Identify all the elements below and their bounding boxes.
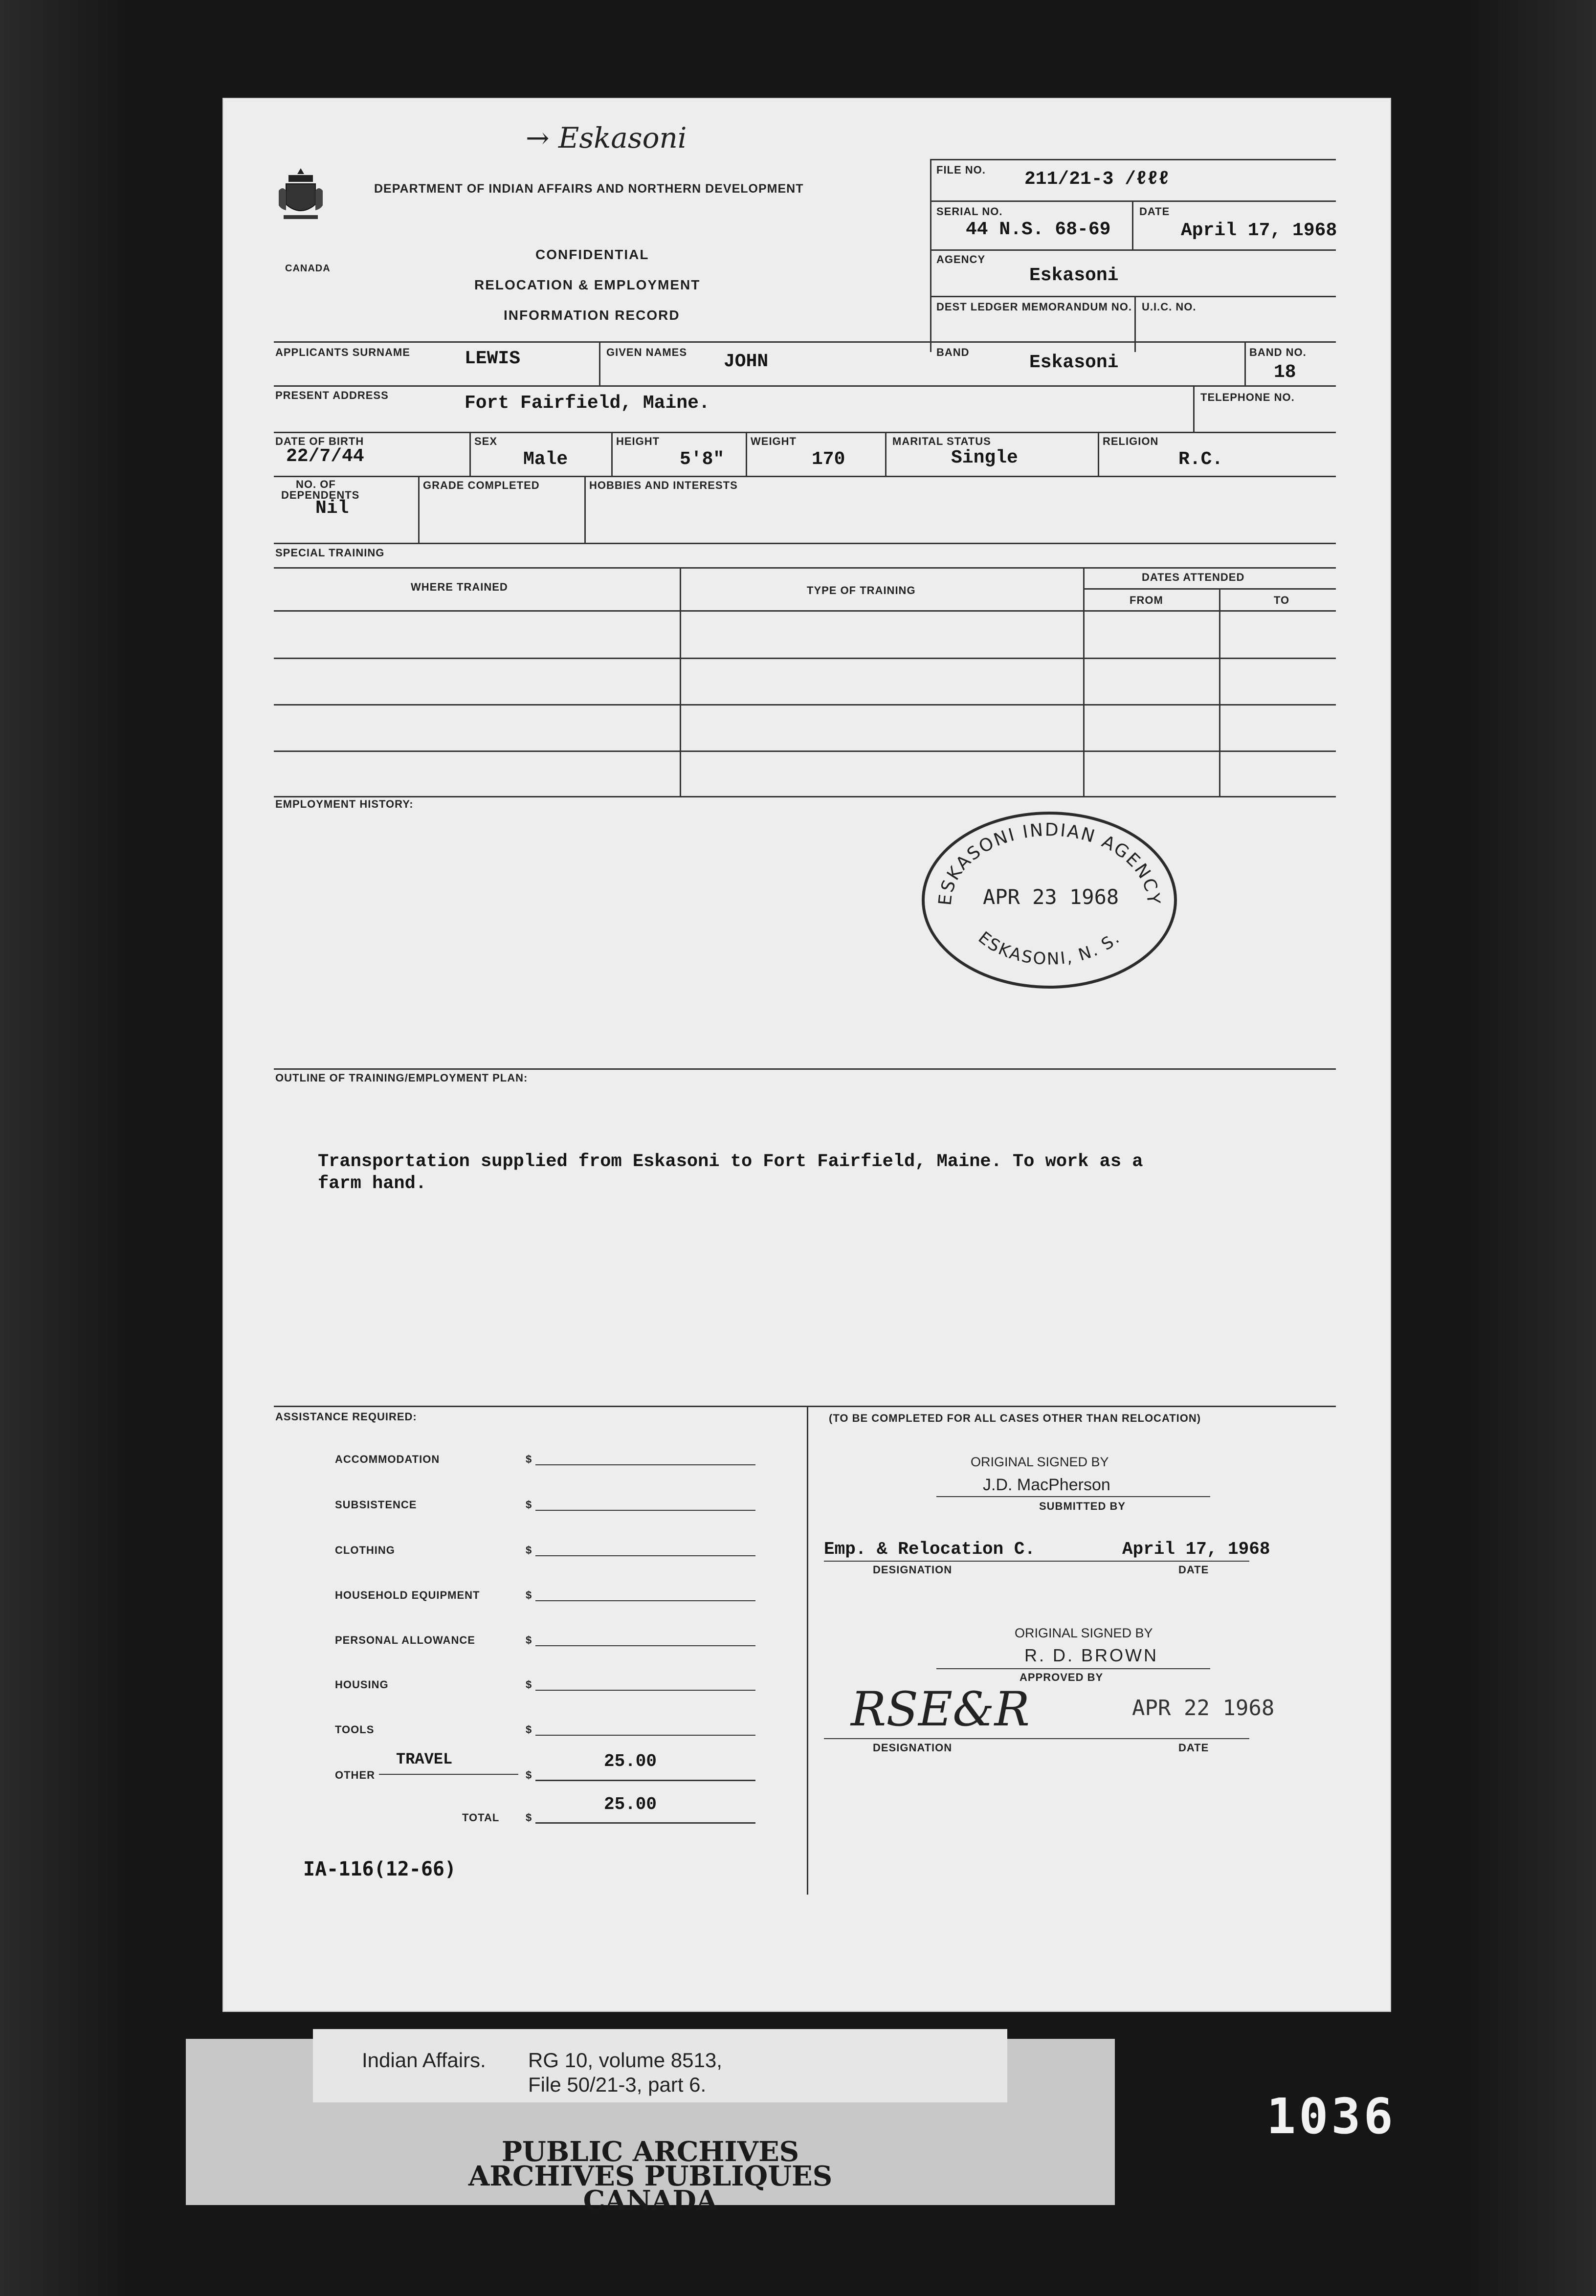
dob-label: DATE OF BIRTH [275,435,364,447]
height-value: 5'8" [680,449,725,470]
band-value: Eskasoni [1029,352,1119,373]
height-label: HEIGHT [616,435,660,447]
dependents-value: Nil [315,498,349,519]
plan-label: OUTLINE OF TRAINING/EMPLOYMENT PLAN: [275,1072,528,1084]
assistance-label: ASSISTANCE REQUIRED: [275,1411,417,1423]
orig-signed-1: ORIGINAL SIGNED BY [971,1455,1109,1469]
dollar-sign: $ [526,1589,532,1601]
dollar-sign: $ [526,1678,532,1691]
dollar-sign: $ [526,1769,532,1781]
file-no-value: 211/21-3 /ℓℓℓ [1024,169,1170,190]
dollar-sign: $ [526,1811,532,1824]
dob-value: 22/7/44 [286,446,364,467]
plan-line2: farm hand. [318,1173,427,1194]
approved-date-stamp: APR 22 1968 [1132,1696,1275,1721]
form-code: IA-116(12-66) [303,1858,457,1880]
col-where-trained: WHERE TRAINED [411,581,508,593]
archives-line1: PUBLIC ARCHIVES [501,2136,799,2168]
stamp-bottom-text: ESKASONI, N. S. [974,927,1125,969]
sex-value: Male [523,449,568,470]
assist-accommodation: ACCOMMODATION [335,1453,440,1465]
assist-other-amount: 25.00 [604,1751,657,1771]
dollar-sign: $ [526,1634,532,1646]
dollar-sign: $ [526,1544,532,1556]
uic-no-label: U.I.C. NO. [1142,301,1197,313]
archive-ref-line1: RG 10, volume 8513, [528,2049,722,2072]
date-value: April 17, 1968 [1181,220,1337,241]
assist-other-desc: TRAVEL [396,1750,453,1768]
special-training-label: SPECIAL TRAINING [275,547,385,559]
dependents-label-2: DEPENDENTS [281,489,360,501]
dollar-sign: $ [526,1453,532,1465]
completion-header: (TO BE COMPLETED FOR ALL CASES OTHER THAN RELOCATION) [829,1412,1201,1424]
approver-designation: RSE&R [851,1682,1030,1737]
marital-status-label: MARITAL STATUS [892,435,991,447]
surname-value: LEWIS [465,348,521,369]
col-dates-attended: DATES ATTENDED [1142,571,1245,583]
dollar-sign: $ [526,1723,532,1736]
crest-caption: CANADA [285,263,331,274]
plan-line1: Transportation supplied from Eskasoni to Fort Fairfield, Maine. To work as a [318,1151,1143,1172]
document-page [222,98,1391,2012]
date-label: DATE [1139,205,1170,218]
agency-value: Eskasoni [1029,265,1119,286]
designation-label: DESIGNATION [873,1564,953,1576]
file-no-label: FILE NO. [936,164,986,176]
date-label-2: DATE [1178,1742,1209,1754]
col-to: TO [1274,594,1290,606]
stamp-top-text: ESKASONI INDIAN AGENCY [935,820,1164,906]
assist-household-equipment: HOUSEHOLD EQUIPMENT [335,1589,480,1601]
department-name: DEPARTMENT OF INDIAN AFFAIRS AND NORTHERN DEVELOPMENT [374,182,804,196]
svg-text:ESKASONI, N. S. [975,928,1124,969]
handwritten-header: → Eskasoni [526,121,687,155]
col-from: FROM [1130,594,1163,606]
band-no-value: 18 [1274,362,1296,383]
archive-reference-label [313,2029,1007,2102]
assist-housing: HOUSING [335,1678,389,1691]
dest-ledger-label: DEST LEDGER MEMORANDUM NO. [936,301,1132,313]
approved-by-label: APPROVED BY [1020,1671,1104,1683]
assist-total-label: TOTAL [462,1811,500,1824]
present-address-value: Fort Fairfield, Maine. [465,393,710,414]
given-names-value: JOHN [724,351,769,372]
religion-label: RELIGION [1103,435,1159,447]
archives-line2: ARCHIVES PUBLIQUES [468,2160,833,2192]
assist-other-label: OTHER [335,1769,375,1781]
sex-label: SEX [474,435,498,447]
submitted-date-value: April 17, 1968 [1122,1539,1270,1559]
form-title-line2: RELOCATION & EMPLOYMENT [474,277,701,292]
archive-dept: Indian Affairs. [362,2049,486,2072]
employment-history-label: EMPLOYMENT HISTORY: [275,798,414,810]
band-no-label: BAND NO. [1249,346,1307,358]
dollar-sign: $ [526,1499,532,1511]
frame-number: 1036 [1266,2088,1396,2145]
serial-no-label: SERIAL NO. [936,205,1003,218]
form-title-line1: CONFIDENTIAL [535,247,649,262]
religion-value: R.C. [1178,449,1223,470]
assist-clothing: CLOTHING [335,1544,395,1556]
assist-total-amount: 25.00 [604,1794,657,1814]
submitted-by-label: SUBMITTED BY [1039,1500,1126,1512]
weight-label: WEIGHT [751,435,797,447]
hobbies-label: HOBBIES AND INTERESTS [589,479,738,491]
present-address-label: PRESENT ADDRESS [275,389,389,401]
canada-crest-icon [274,166,328,225]
surname-label: APPLICANTS SURNAME [275,346,410,358]
stamp-date: APR 23 1968 [983,885,1119,909]
dependents-label-1: NO. OF [296,478,336,490]
form-title-line3: INFORMATION RECORD [504,308,680,323]
assist-personal-allowance: PERSONAL ALLOWANCE [335,1634,475,1646]
submitter-name: J.D. MacPherson [983,1476,1110,1494]
approver-name: R. D. BROWN [1024,1645,1158,1665]
agency-label: AGENCY [936,253,986,265]
archives-line3: CANADA [583,2185,718,2217]
telephone-label: TELEPHONE NO. [1200,391,1295,403]
grade-label: GRADE COMPLETED [423,479,540,491]
archive-ref-line2: File 50/21-3, part 6. [528,2073,707,2096]
date-label-1: DATE [1178,1564,1209,1576]
serial-no-value: 44 N.S. 68-69 [966,219,1111,240]
marital-status-value: Single [951,447,1018,468]
given-names-label: GIVEN NAMES [606,346,687,358]
designation-value: Emp. & Relocation C. [824,1539,1036,1559]
assist-tools: TOOLS [335,1723,375,1736]
band-label: BAND [936,346,970,358]
orig-signed-2: ORIGINAL SIGNED BY [1015,1626,1153,1640]
assist-subsistence: SUBSISTENCE [335,1499,417,1511]
col-type-of-training: TYPE OF TRAINING [807,584,916,596]
weight-value: 170 [812,449,845,470]
designation-label-2: DESIGNATION [873,1742,953,1754]
